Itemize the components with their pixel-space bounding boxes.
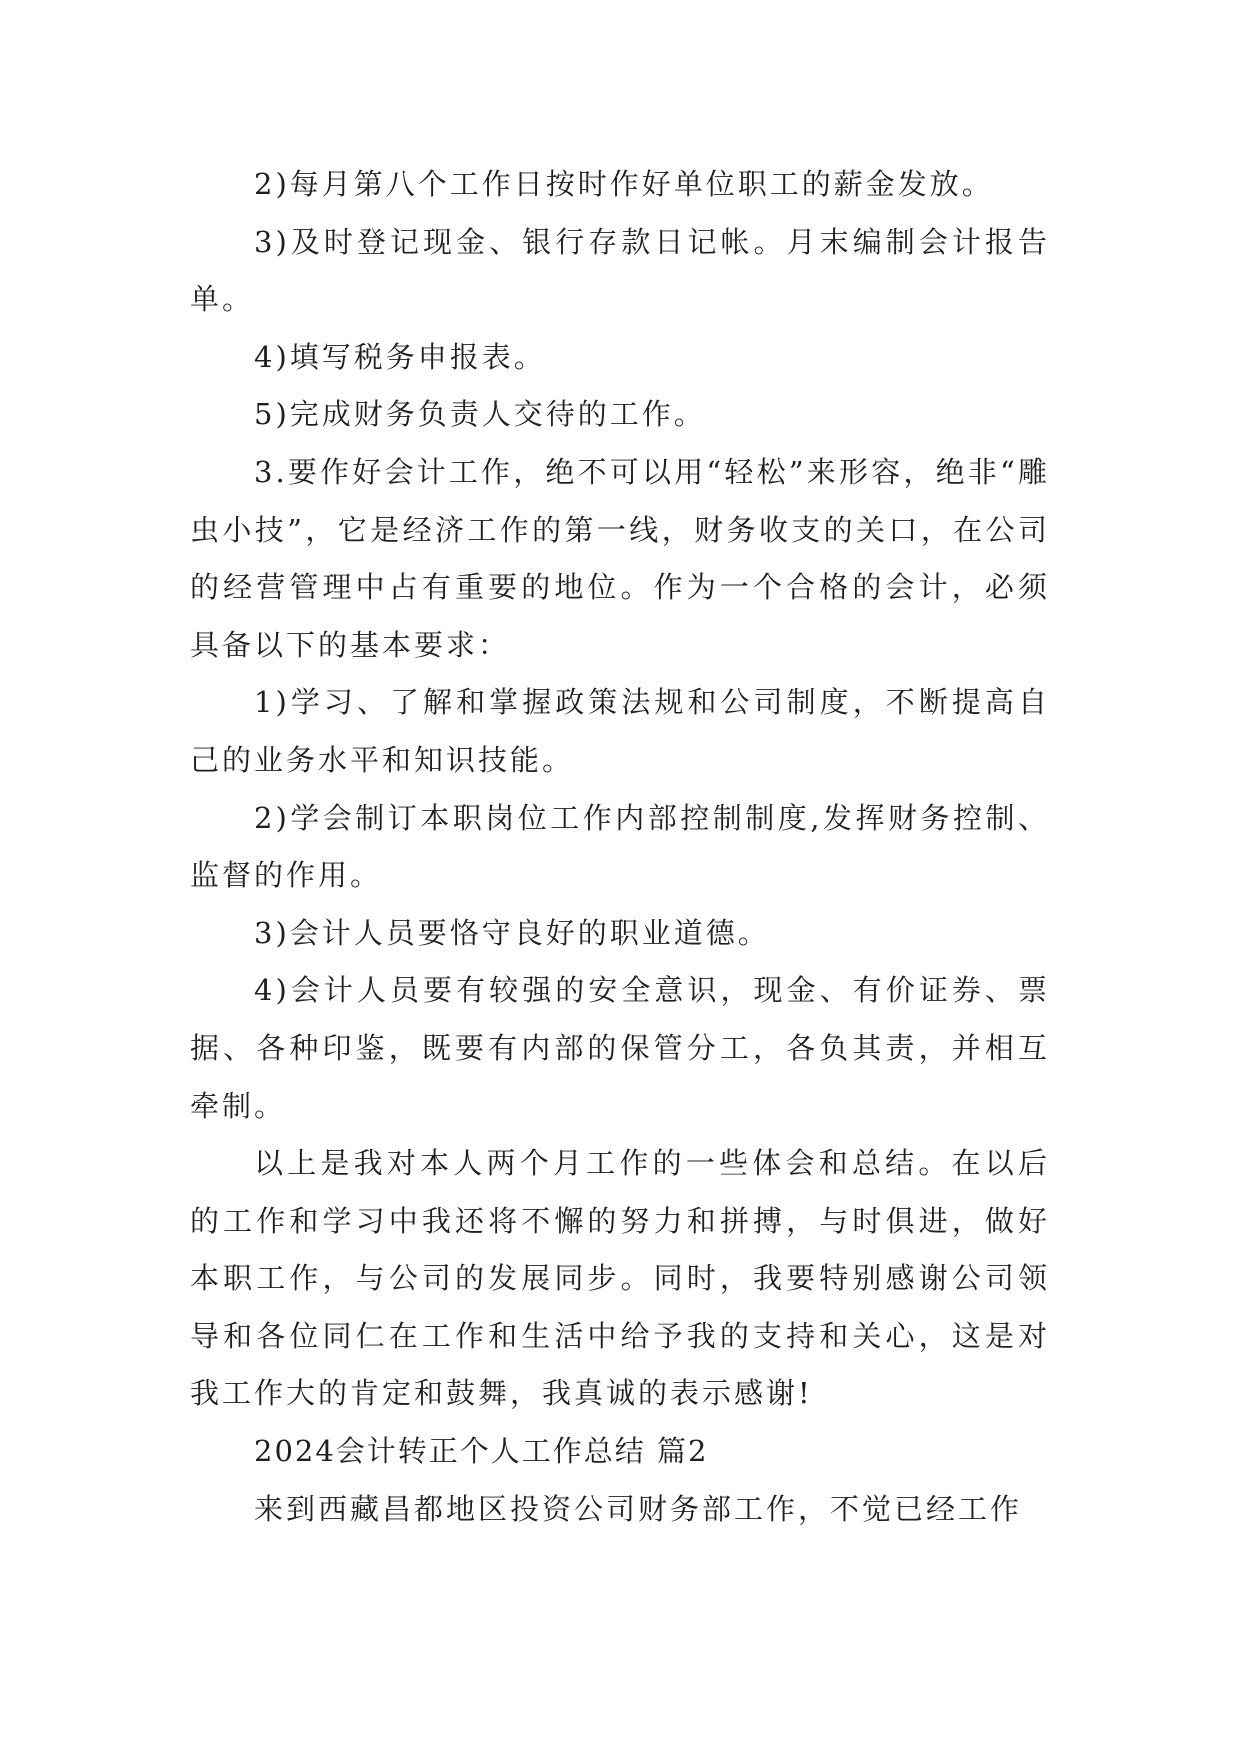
section-heading: 2024会计转正个人工作总结 篇2 (254, 1434, 709, 1469)
paragraph-salary-item: 2)每月第八个工作日按时作好单位职工的薪金发放。 (254, 167, 994, 201)
paragraph-requirement-4: 4)会计人员要有较强的安全意识，现金、有价证券、票据、各种印鉴，既要有内部的保管分工，各负其责，并相互牵制。 (190, 973, 1050, 1123)
paragraph-section-3: 3.要作好会计工作，绝不可以用“轻松”来形容，绝非“雕虫小技”，它是经济工作的第一线，财务收支的关口，在公司的经营管理中占有重要的地位。作为一个合格的会计，必须具备以下的基本要求： (190, 454, 1050, 662)
paragraph-intro: 来到西藏昌都地区投资公司财务部工作，不觉已经工作 (254, 1491, 1023, 1526)
paragraph-requirement-1: 1)学习、了解和掌握政策法规和公司制度，不断提高自己的业务水平和知识技能。 (190, 685, 1050, 777)
paragraph-requirement-2: 2)学会制订本职岗位工作内部控制制度,发挥财务控制、监督的作用。 (190, 800, 1050, 893)
paragraph-conclusion: 以上是我对本人两个月工作的一些体会和总结。在以后的工作和学习中我还将不懈的努力和拼搏，与时俱进，做好本职工作，与公司的发展同步。同时，我要特别感谢公司领导和各位同仁在工作和生活中给予我的支持和关心，这是对我工作大的肯定和鼓舞，我真诚的表示感谢! (190, 1146, 1050, 1411)
paragraph-ledger-item: 3)及时登记现金、银行存款日记帐。月末编制会计报告单。 (190, 224, 1050, 317)
paragraph-requirement-3: 3)会计人员要恪守良好的职业道德。 (254, 915, 770, 950)
document-body (190, 156, 1050, 1538)
paragraph-duty-item: 5)完成财务负责人交待的工作。 (254, 397, 706, 432)
paragraph-tax-item: 4)填写税务申报表。 (254, 339, 546, 374)
